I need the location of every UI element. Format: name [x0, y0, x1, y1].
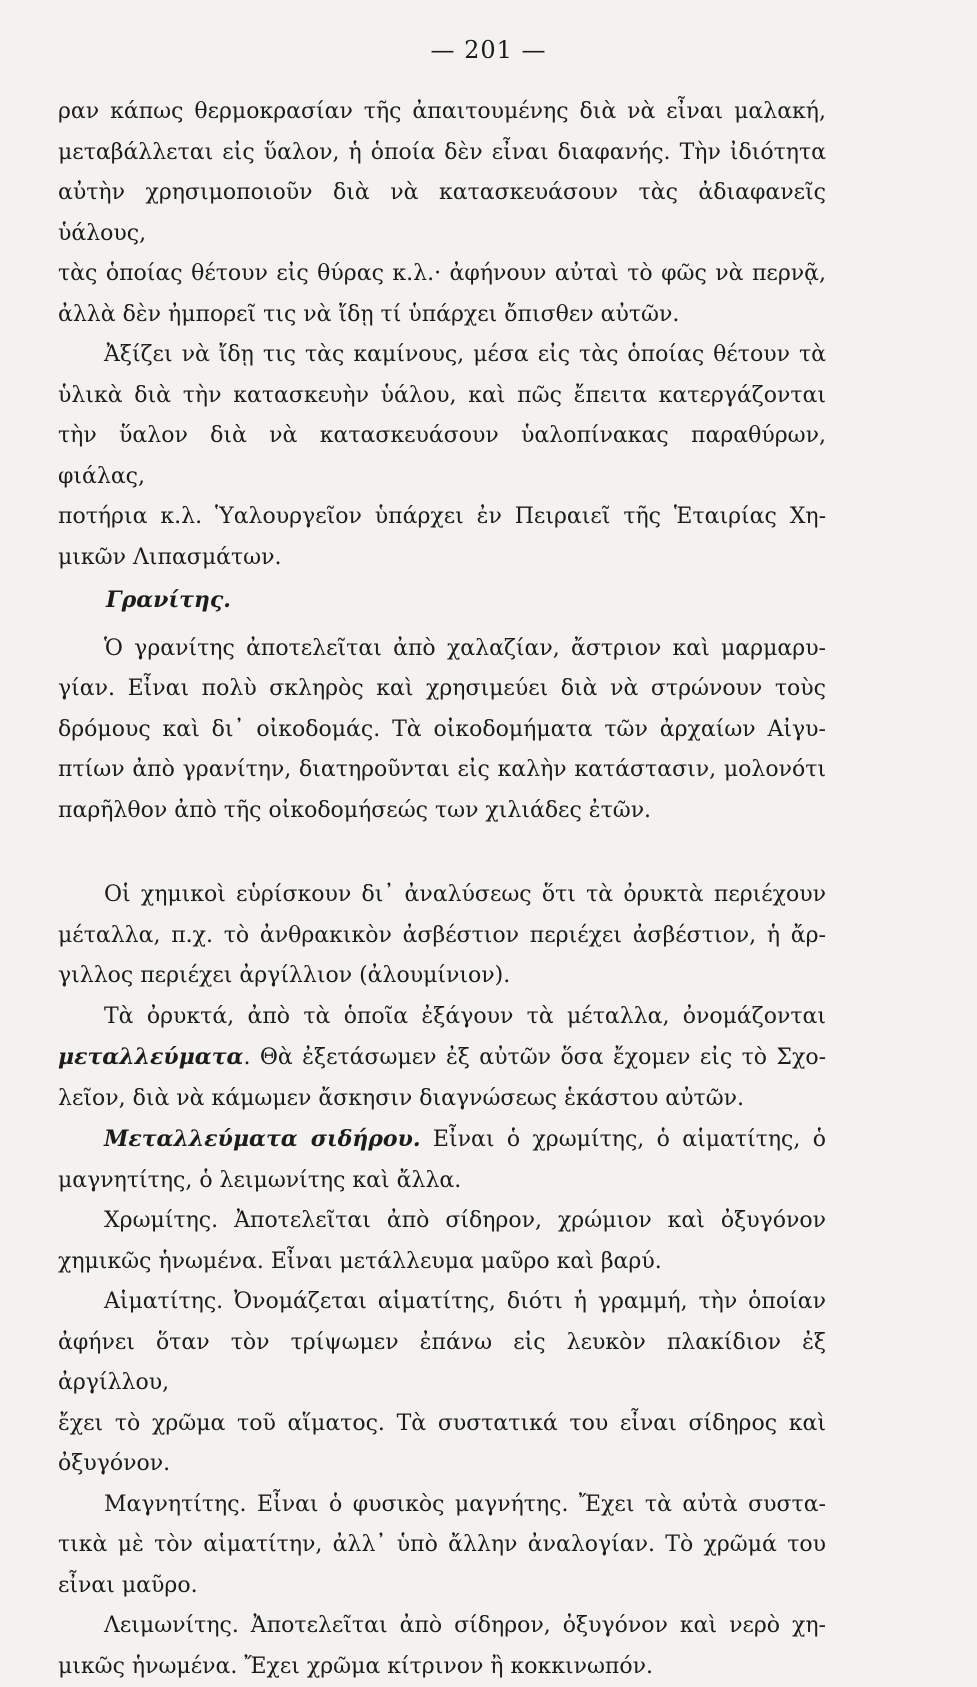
text-line: Τὰ ὀρυκτά, ἀπὸ τὰ ὁποῖα ἐξάγουν τὰ μέταλλα, ὀνομάζονται	[58, 997, 826, 1038]
page-number: — 201 —	[0, 36, 977, 64]
text-line: μεταβάλλεται εἰς ὕαλον, ἡ ὁποία δὲν εἶναι διαφανής. Τὴν ἰδιότητα	[58, 133, 826, 174]
text-line: μικῶν Λιπασμάτων.	[58, 538, 826, 579]
text-fragment: . Θὰ ἐξετάσωμεν ἐξ αὐτῶν ὅσα ἔχομεν εἰς τὸ Σχο-	[243, 1045, 826, 1070]
subheading-iron-ores: Μεταλλεύματα σιδήρου.	[104, 1126, 421, 1152]
text-line: μικῶς ἡνωμένα. Ἔχει χρῶμα κίτρινον ἢ κοκκινωπόν.	[58, 1647, 826, 1687]
text-line: ἀφήνει ὅταν τὸν τρίψωμεν ἐπάνω εἰς λευκὸν πλακίδιον ἐξ ἀργίλλου,	[58, 1323, 826, 1404]
text-line: Λειμωνίτης. Ἀποτελεῖται ἀπὸ σίδηρον, ὀξυγόνον καὶ νερὸ χη-	[58, 1606, 826, 1647]
text-line: αὐτὴν χρησιμοποιοῦν διὰ νὰ κατασκευάσουν τὰς ἀδιαφανεῖς ὑάλους,	[58, 173, 826, 254]
text-line: τὴν ὕαλον διὰ νὰ κατασκευάσουν ὑαλοπίνακας παραθύρων, φιάλας,	[58, 416, 826, 497]
text-line: μαγνητίτης, ὁ λειμωνίτης καὶ ἄλλα.	[58, 1161, 826, 1202]
text-line: Οἱ χημικοὶ εὑρίσκουν δι᾽ ἀναλύσεως ὅτι τὰ ὀρυκτὰ περιέχουν	[58, 875, 826, 916]
text-fragment: Εἶναι ὁ χρωμίτης, ὁ αἱματίτης, ὁ	[421, 1127, 826, 1152]
text-line: Ὁ γρανίτης ἀποτελεῖται ἀπὸ χαλαζίαν, ἄστριον καὶ μαρμαρυ-	[58, 629, 826, 670]
text-line	[58, 1037, 826, 1079]
text-line: ὀξυγόνον.	[58, 1444, 826, 1485]
text-line: Μαγνητίτης. Εἶναι ὁ φυσικὸς μαγνήτης. Ἔχει τὰ αὐτὰ συστα-	[58, 1485, 826, 1526]
body-text	[58, 92, 826, 1687]
text-line: ποτήρια κ.λ. Ὑαλουργεῖον ὑπάρχει ἐν Πειραιεῖ τῆς Ἑταιρίας Χη-	[58, 497, 826, 538]
text-line: Χρωμίτης. Ἀποτελεῖται ἀπὸ σίδηρον, χρώμιον καὶ ὀξυγόνον	[58, 1201, 826, 1242]
text-line: εἶναι μαῦρο.	[58, 1566, 826, 1607]
section-heading-granite: Γρανίτης.	[106, 580, 826, 621]
text-line: ραν κάπως θερμοκρασίαν τῆς ἀπαιτουμένης διὰ νὰ εἶναι μαλακή,	[58, 92, 826, 133]
text-line: παρῆλθον ἀπὸ τῆς οἰκοδομήσεώς των χιλιάδες ἐτῶν.	[58, 791, 826, 832]
text-line: Αἱματίτης. Ὀνομάζεται αἱματίτης, διότι ἡ γραμμή, τὴν ὁποίαν	[58, 1282, 826, 1323]
text-line: μέταλλα, π.χ. τὸ ἀνθρακικὸν ἀσβέστιον περιέχει ἀσβέστιον, ἡ ἄρ-	[58, 916, 826, 957]
text-line: γίαν. Εἶναι πολὺ σκληρὸς καὶ χρησιμεύει διὰ νὰ στρώνουν τοὺς	[58, 669, 826, 710]
text-line: Ἀξίζει νὰ ἴδῃ τις τὰς καμίνους, μέσα εἰς τὰς ὁποίας θέτουν τὰ	[58, 335, 826, 376]
text-line: τὰς ὁποίας θέτουν εἰς θύρας κ.λ.· ἀφήνουν αὐταὶ τὸ φῶς νὰ περνᾷ,	[58, 254, 826, 295]
text-line	[58, 1119, 826, 1161]
term-metalleumata: μεταλλεύματα	[58, 1044, 243, 1070]
text-line: λεῖον, διὰ νὰ κάμωμεν ἄσκησιν διαγνώσεως ἑκάστου αὐτῶν.	[58, 1079, 826, 1120]
text-line: δρόμους καὶ δι᾽ οἰκοδομάς. Τὰ οἰκοδομήματα τῶν ἀρχαίων Αἰγυ-	[58, 710, 826, 751]
text-line: ὑλικὰ διὰ τὴν κατασκευὴν ὑάλου, καὶ πῶς ἔπειτα κατεργάζονται	[58, 376, 826, 417]
text-line: τικὰ μὲ τὸν αἱματίτην, ἀλλ᾽ ὑπὸ ἄλλην ἀναλογίαν. Τὸ χρῶμά του	[58, 1525, 826, 1566]
text-line: ἀλλὰ δὲν ἠμπορεῖ τις νὰ ἴδῃ τί ὑπάρχει ὄπισθεν αὐτῶν.	[58, 295, 826, 336]
text-line: γιλλος περιέχει ἀργίλλιον (ἀλουμίνιον).	[58, 956, 826, 997]
text-line: ἔχει τὸ χρῶμα τοῦ αἵματος. Τὰ συστατικά του εἶναι σίδηρος καὶ	[58, 1404, 826, 1445]
text-line: πτίων ἀπὸ γρανίτην, διατηροῦνται εἰς καλὴν κατάστασιν, μολονότι	[58, 750, 826, 791]
paragraph-gap	[58, 831, 826, 875]
text-line: χημικῶς ἡνωμένα. Εἶναι μετάλλευμα μαῦρο καὶ βαρύ.	[58, 1242, 826, 1283]
